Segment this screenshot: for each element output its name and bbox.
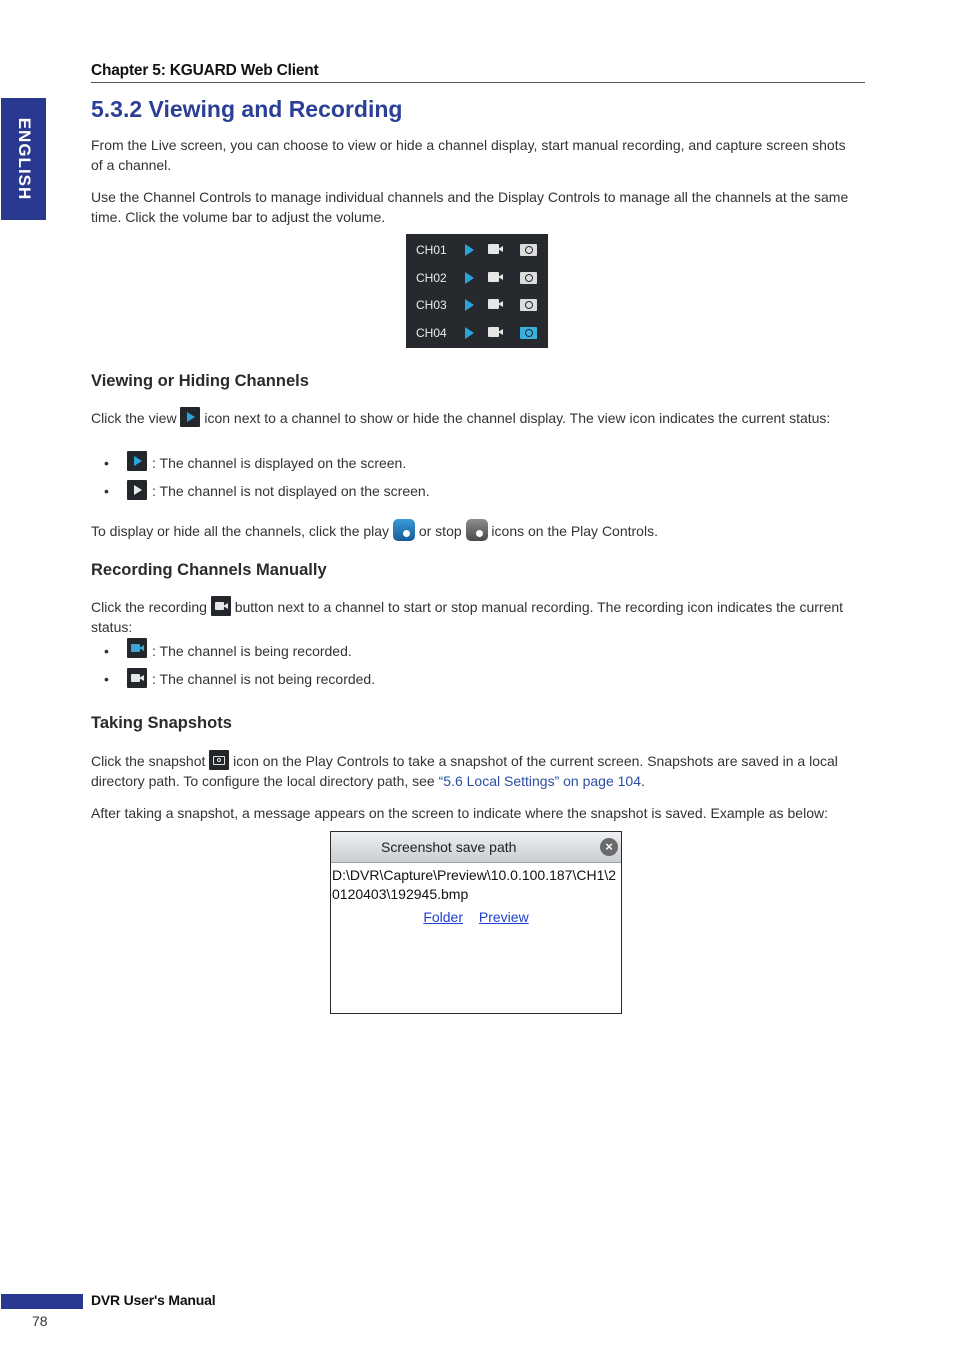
record-icon[interactable] [488, 299, 499, 309]
channel-controls-panel [406, 234, 548, 348]
after-snapshot-paragraph: After taking a snapshot, a message appears on the screen to indicate where the snapshot is saved. Example as below: [91, 805, 828, 821]
view-icon [180, 407, 200, 427]
close-icon[interactable]: × [600, 838, 618, 856]
view-on-icon-wrap [127, 451, 147, 472]
language-side-tab [1, 98, 46, 220]
bullet-text: : The channel is displayed on the screen. [152, 455, 407, 471]
play-all-icon [393, 519, 415, 541]
channel-label: CH02 [416, 271, 447, 285]
snapshot-icon [209, 750, 229, 770]
channel-label: CH03 [416, 298, 447, 312]
viewing-paragraph [91, 407, 861, 428]
dialog-links [331, 909, 621, 925]
save-path-text: D:\DVR\Capture\Preview\10.0.100.187\CH1\20120403\192945.bmp [332, 867, 617, 902]
bullet-marker: • [104, 643, 109, 659]
footer-bar [1, 1294, 83, 1309]
record-on-icon [127, 638, 147, 658]
view-icon[interactable] [465, 244, 474, 256]
local-settings-link[interactable]: “5.6 Local Settings” on page 104 [438, 773, 641, 789]
record-off-icon [127, 668, 147, 688]
screenshot-save-path-dialog [330, 831, 622, 1014]
view-icon[interactable] [465, 299, 474, 311]
page-number: 78 [32, 1313, 48, 1329]
channel-label: CH01 [416, 243, 447, 257]
view-off-icon-wrap [127, 480, 147, 501]
snapshot-icon-active[interactable] [520, 327, 537, 339]
dialog-title: Screenshot save path [381, 839, 517, 855]
bullet-text: : The channel is being recorded. [152, 643, 352, 659]
intro-paragraph-2: Use the Channel Controls to manage individual channels and the Display Controls to manage all the channels at the same time. Click the volume bar to adjust the volume. [91, 189, 849, 225]
text-segment: Click the recording [91, 599, 211, 615]
viewing-heading: Viewing or Hiding Channels [91, 372, 309, 390]
view-off-icon [127, 480, 147, 500]
snapshot-icon[interactable] [520, 244, 537, 256]
section-title: 5.3.2 Viewing and Recording [91, 96, 403, 122]
text-segment: button next to a channel to start or stop manual recording. The recording icon indicates the current status: [91, 599, 844, 635]
all-channels-paragraph [91, 519, 861, 541]
text-segment: Click the snapshot [91, 753, 210, 769]
record-icon[interactable] [488, 244, 499, 254]
snapshot-icon[interactable] [520, 299, 537, 311]
text-segment: icon next to a channel to show or hide the channel display. The view icon indicates the current status: [200, 410, 831, 426]
bullet-marker: • [104, 483, 109, 499]
side-tab-label: ENGLISH [14, 117, 34, 201]
text-segment: Click the view [91, 410, 181, 426]
snapshots-heading: Taking Snapshots [91, 714, 232, 732]
channel-row [406, 319, 548, 346]
record-on-icon-wrap [127, 638, 147, 659]
recording-heading: Recording Channels Manually [91, 561, 327, 579]
text-segment: or stop [414, 523, 466, 539]
bullet-marker: • [104, 671, 109, 687]
record-icon[interactable] [488, 327, 499, 337]
view-icon[interactable] [465, 327, 474, 339]
text-segment: icons on the Play Controls. [487, 523, 658, 539]
record-off-icon-wrap [127, 668, 147, 689]
text-segment: icon on the Play Controls to take a snapshot of the current screen. Snapshots are saved in a local directory path. To configure the local directory path, see [91, 753, 838, 789]
channel-row [406, 264, 548, 291]
snapshot-icon[interactable] [520, 272, 537, 284]
text-segment: To display or hide all the channels, click the play [91, 523, 393, 539]
view-on-icon [127, 451, 147, 471]
channel-row [406, 291, 548, 318]
bullet-text: : The channel is not being recorded. [152, 671, 376, 687]
manual-title: DVR User's Manual [91, 1292, 216, 1308]
text-segment: . [640, 773, 645, 789]
view-icon[interactable] [465, 272, 474, 284]
record-icon [211, 596, 231, 616]
bullet-marker: • [104, 455, 109, 471]
snapshot-paragraph [91, 750, 861, 791]
intro-paragraph-1: From the Live screen, you can choose to view or hide a channel display, start manual recording, and capture screen shots of a channel. [91, 137, 846, 173]
stop-all-icon [466, 519, 488, 541]
bullet-text: : The channel is not displayed on the screen. [152, 483, 430, 499]
record-icon[interactable] [488, 272, 499, 282]
channel-row [406, 236, 548, 263]
dialog-title-bar [331, 832, 621, 863]
preview-link[interactable]: Preview [478, 909, 529, 925]
channel-label: CH04 [416, 326, 447, 340]
recording-paragraph [91, 596, 861, 637]
folder-link[interactable]: Folder [423, 909, 463, 925]
chapter-header: Chapter 5: KGUARD Web Client [91, 62, 865, 83]
